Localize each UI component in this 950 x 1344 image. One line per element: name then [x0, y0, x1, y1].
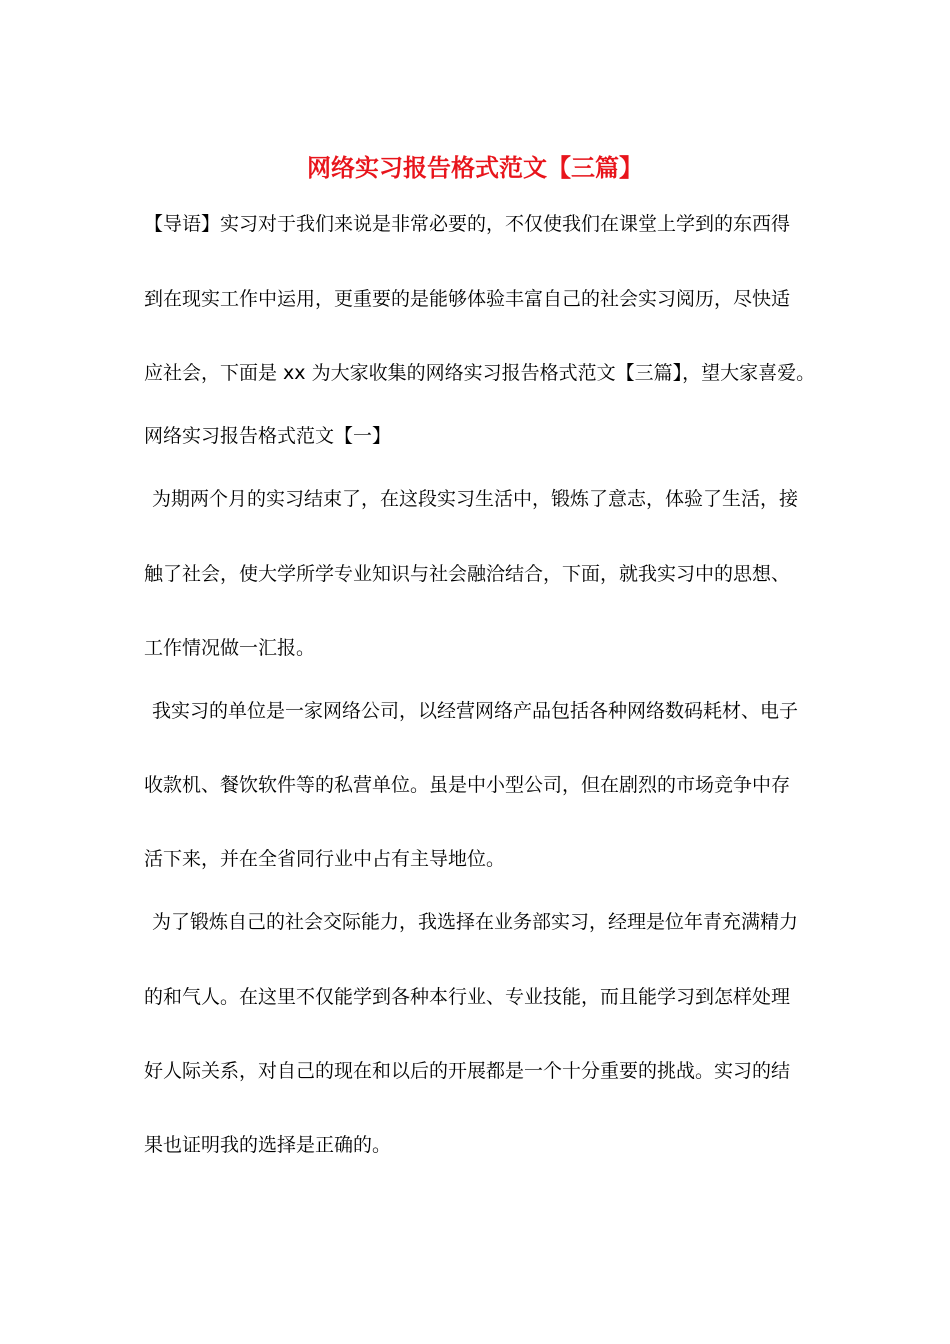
paragraph-3-line-4: 果也证明我的选择是正确的。 — [144, 1134, 392, 1156]
intro-line-2: 到在现实工作中运用，更重要的是能够体验丰富自己的社会实习阅历，尽快适 — [144, 288, 791, 310]
paragraph-2-line-3: 活下来，并在全省同行业中占有主导地位。 — [144, 848, 506, 870]
document-title: 网络实习报告格式范文【三篇】 — [307, 153, 643, 182]
paragraph-3-line-1: 为了锻炼自己的社会交际能力，我选择在业务部实习，经理是位年青充满精力 — [152, 911, 799, 933]
paragraph-3-line-3: 好人际关系，对自己的现在和以后的开展都是一个十分重要的挑战。实习的结 — [144, 1060, 791, 1082]
paragraph-3-line-2: 的和气人。在这里不仅能学到各种本行业、专业技能，而且能学习到怎样处理 — [144, 986, 791, 1008]
paragraph-1-line-1: 为期两个月的实习结束了，在这段实习生活中，锻炼了意志，体验了生活，接 — [152, 488, 799, 510]
paragraph-2-line-2: 收款机、餐饮软件等的私营单位。虽是中小型公司，但在剧烈的市场竞争中存 — [144, 774, 791, 796]
section-heading: 网络实习报告格式范文【一】 — [144, 425, 392, 447]
intro-line-1: 【导语】实习对于我们来说是非常必要的，不仅使我们在课堂上学到的东西得 — [144, 213, 791, 235]
intro-line-3: 应社会，下面是 xx 为大家收集的网络实习报告格式范文【三篇】，望大家喜爱。 — [144, 362, 816, 384]
paragraph-1-line-2: 触了社会，使大学所学专业知识与社会融洽结合，下面，就我实习中的思想、 — [144, 563, 791, 585]
paragraph-2-line-1: 我实习的单位是一家网络公司，以经营网络产品包括各种网络数码耗材、电子 — [152, 700, 799, 722]
paragraph-1-line-3: 工作情况做一汇报。 — [144, 637, 316, 659]
